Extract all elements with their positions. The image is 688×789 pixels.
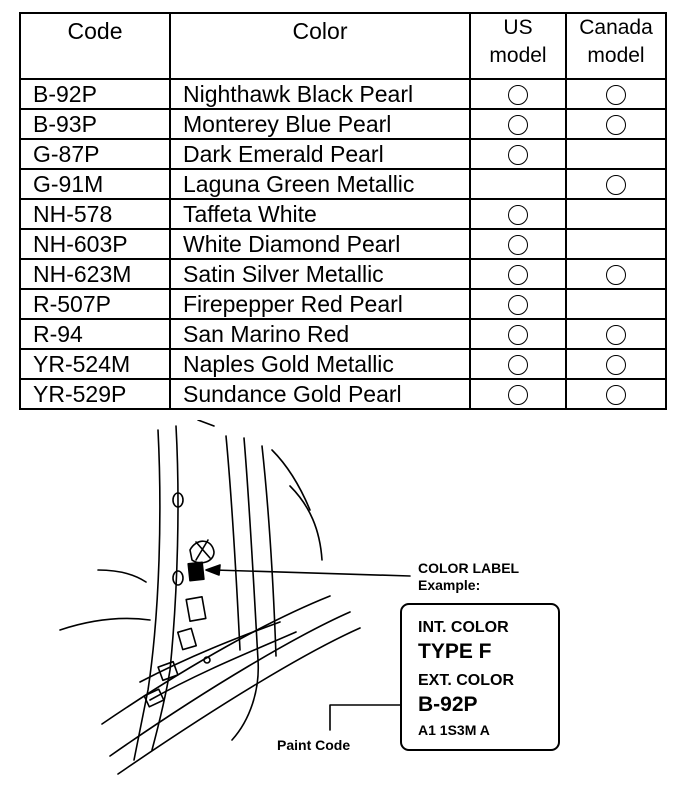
availability-circle-icon: [508, 235, 528, 255]
us-model-cell: [470, 319, 566, 349]
us-model-cell: [470, 109, 566, 139]
code-cell: G-91M: [20, 169, 170, 199]
ext-color-value: B-92P: [418, 693, 478, 716]
header-us-line-1: US: [503, 16, 533, 39]
color-name-cell: Satin Silver Metallic: [170, 259, 470, 289]
color-name-cell: Naples Gold Metallic: [170, 349, 470, 379]
availability-circle-icon: [508, 265, 528, 285]
us-model-cell: [470, 349, 566, 379]
color-name-cell: Sundance Gold Pearl: [170, 379, 470, 409]
color-name-cell: White Diamond Pearl: [170, 229, 470, 259]
availability-circle-icon: [606, 115, 626, 135]
color-name-cell: San Marino Red: [170, 319, 470, 349]
table-row: [20, 229, 666, 259]
header-us-line-2: model: [489, 44, 547, 67]
canada-model-cell: [566, 289, 666, 319]
table-header-row: [20, 13, 666, 79]
availability-circle-icon: [508, 205, 528, 225]
availability-circle-icon: [508, 355, 528, 375]
canada-model-cell: [566, 259, 666, 289]
canada-model-cell: [566, 169, 666, 199]
availability-circle-icon: [606, 175, 626, 195]
availability-circle-icon: [508, 85, 528, 105]
color-name-cell: Dark Emerald Pearl: [170, 139, 470, 169]
availability-circle-icon: [606, 265, 626, 285]
color-label-title: COLOR LABEL: [418, 560, 520, 576]
code-cell: B-92P: [20, 79, 170, 109]
color-name-cell: Monterey Blue Pearl: [170, 109, 470, 139]
table-row: [20, 139, 666, 169]
code-cell: R-94: [20, 319, 170, 349]
table-row: [20, 349, 666, 379]
canada-model-cell: [566, 139, 666, 169]
canada-model-cell: [566, 79, 666, 109]
label-extra-code: A1 1S3M A: [418, 722, 490, 738]
availability-circle-icon: [508, 325, 528, 345]
availability-circle-icon: [606, 325, 626, 345]
table-row: [20, 79, 666, 109]
availability-circle-icon: [606, 385, 626, 405]
code-cell: R-507P: [20, 289, 170, 319]
color-name-cell: Nighthawk Black Pearl: [170, 79, 470, 109]
header-canada-line-2: model: [587, 44, 645, 67]
canada-model-cell: [566, 379, 666, 409]
availability-circle-icon: [508, 145, 528, 165]
table-row: [20, 169, 666, 199]
us-model-cell: [470, 199, 566, 229]
us-model-cell: [470, 229, 566, 259]
ext-color-title: EXT. COLOR: [418, 672, 515, 689]
canada-model-cell: [566, 349, 666, 379]
canada-model-cell: [566, 319, 666, 349]
canada-model-cell: [566, 229, 666, 259]
code-cell: G-87P: [20, 139, 170, 169]
header-color: Color: [170, 13, 470, 79]
color-name-cell: Laguna Green Metallic: [170, 169, 470, 199]
paint-code-caption: Paint Code: [277, 737, 351, 753]
door-pillar-illustration: [0, 420, 688, 784]
code-cell: YR-524M: [20, 349, 170, 379]
us-model-cell: [470, 169, 566, 199]
paint-color-table: [19, 12, 665, 410]
us-model-cell: [470, 79, 566, 109]
color-name-cell: Taffeta White: [170, 199, 470, 229]
table-row: [20, 259, 666, 289]
table-body: [20, 79, 666, 409]
us-model-cell: [470, 259, 566, 289]
us-model-cell: [470, 139, 566, 169]
availability-circle-icon: [508, 115, 528, 135]
header-us-model: [470, 13, 566, 79]
table-row: [20, 319, 666, 349]
int-color-value: TYPE F: [418, 640, 492, 663]
code-cell: YR-529P: [20, 379, 170, 409]
color-name-cell: Firepepper Red Pearl: [170, 289, 470, 319]
availability-circle-icon: [508, 385, 528, 405]
header-code: Code: [20, 13, 170, 79]
availability-circle-icon: [508, 295, 528, 315]
canada-model-cell: [566, 199, 666, 229]
code-cell: NH-578: [20, 199, 170, 229]
color-label-subtitle: Example:: [418, 577, 481, 593]
int-color-title: INT. COLOR: [418, 619, 509, 636]
us-model-cell: [470, 289, 566, 319]
table-row: [20, 199, 666, 229]
availability-circle-icon: [606, 355, 626, 375]
door-jamb-diagram: [0, 420, 688, 784]
availability-circle-icon: [606, 85, 626, 105]
table-row: [20, 289, 666, 319]
header-canada-model: [566, 13, 666, 79]
code-cell: NH-603P: [20, 229, 170, 259]
color-code-table: [19, 12, 667, 410]
table-row: [20, 109, 666, 139]
header-canada-line-1: Canada: [579, 16, 653, 39]
color-label-example: [400, 603, 560, 751]
table-row: [20, 379, 666, 409]
code-cell: NH-623M: [20, 259, 170, 289]
canada-model-cell: [566, 109, 666, 139]
code-cell: B-93P: [20, 109, 170, 139]
us-model-cell: [470, 379, 566, 409]
